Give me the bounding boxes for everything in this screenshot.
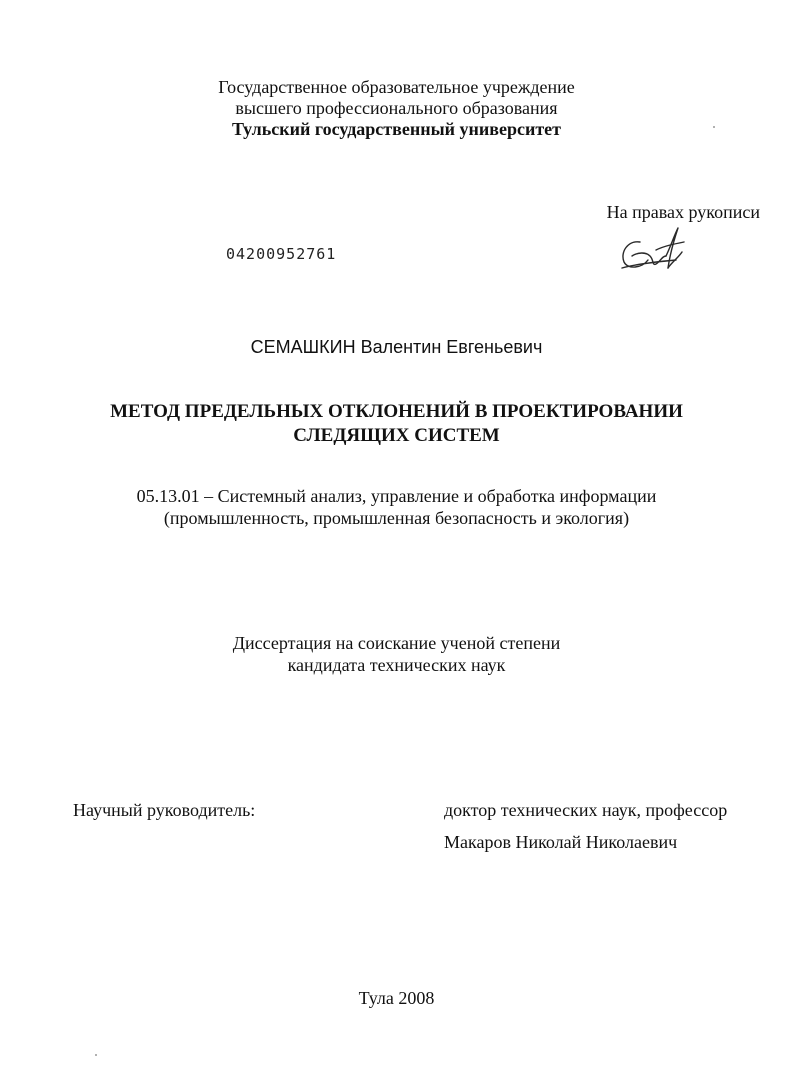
handwritten-signature-icon [612,222,692,280]
supervisor-label: Научный руководитель: [73,800,256,820]
institution-line-1: Государственное образовательное учреждение [218,77,575,97]
dissertation-title-line-2: СЛЕДЯЩИХ СИСТЕМ [293,425,500,446]
university-name: Тульский государственный университет [231,119,562,139]
scan-speck [713,126,715,128]
author-name: СЕМАШКИН Валентин Евгеньевич [250,337,543,357]
scan-speck [95,1054,97,1056]
dissertation-title-line-1: МЕТОД ПРЕДЕЛЬНЫХ ОТКЛОНЕНИЙ В ПРОЕКТИРОВАНИИ [110,401,683,422]
specialty-line-2: (промышленность, промышленная безопасность и экология) [163,508,630,528]
supervisor-name: Макаров Николай Николаевич [444,832,678,852]
inventory-number: 04200952761 [226,245,337,263]
degree-line-1: Диссертация на соискание ученой степени [232,633,561,653]
supervisor-rank: доктор технических наук, профессор [444,800,728,820]
place-and-year: Тула 2008 [358,988,435,1008]
degree-line-2: кандидата технических наук [287,655,506,675]
specialty-line-1: 05.13.01 – Системный анализ, управление и обработка информации [136,486,657,506]
institution-line-2: высшего профессионального образования [235,98,558,118]
manuscript-rights-label: На правах рукописи [606,202,760,222]
